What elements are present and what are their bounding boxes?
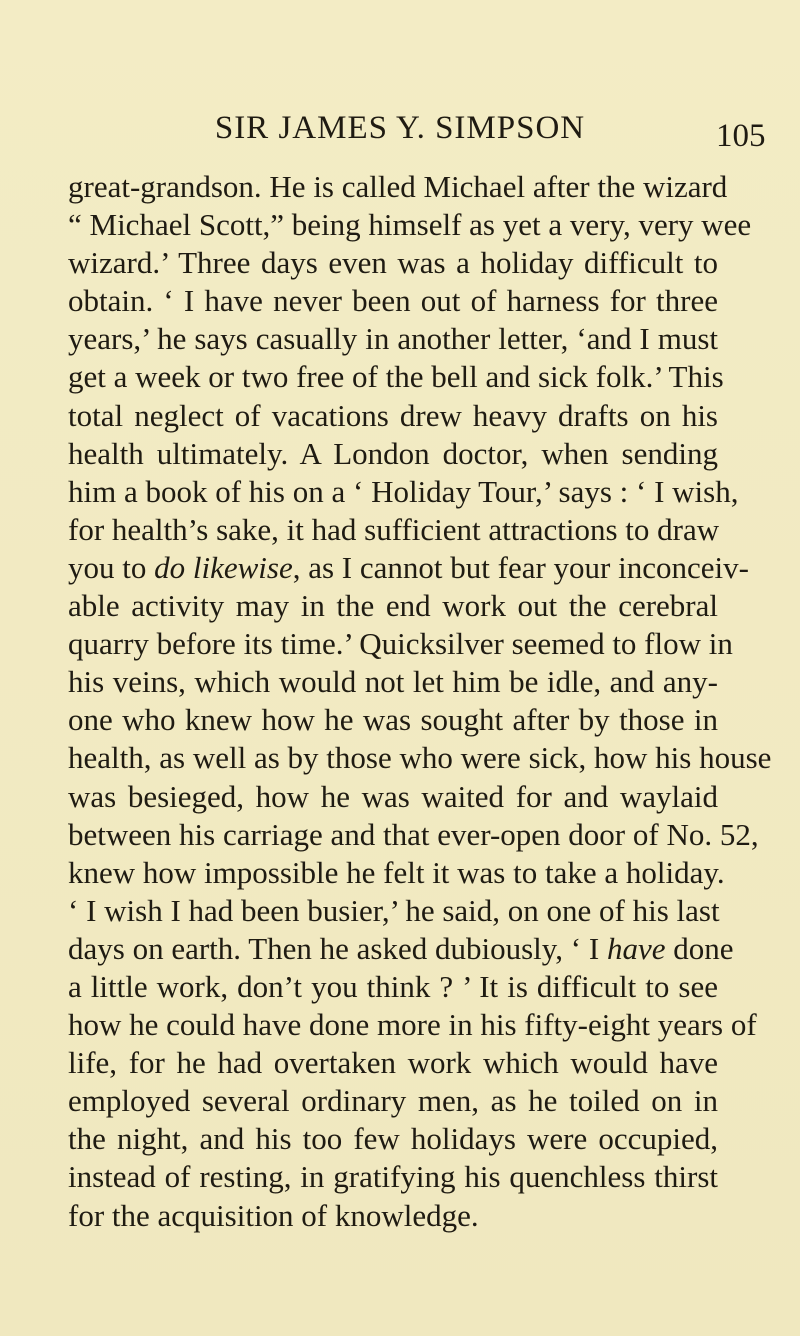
text-line: quarry before its time.’ Quicksilver seemed to flow in [68, 626, 733, 662]
text-segment: , as I cannot but fear your inconceiv- [292, 549, 749, 585]
text-line: instead of resting, in gratifying his quenchless thirst [68, 1159, 718, 1195]
text-segment: days on earth. Then he asked dubiously, ‘ I [68, 930, 607, 966]
body-text [68, 168, 772, 1235]
text-line: health ultimately. A London doctor, when sending [68, 435, 718, 471]
text-line: able activity may in the end work out the cerebral [68, 588, 718, 624]
text-segment: you to [68, 549, 155, 585]
text-line: was besieged, how he was waited for and waylaid [68, 778, 718, 814]
text-segment: done [665, 930, 734, 966]
text-line: years,’ he says casually in another letter, ‘and I must [68, 321, 718, 357]
text-line [68, 930, 734, 968]
text-line: for the acquisition of knowledge. [68, 1197, 479, 1233]
text-line: health, as well as by those who were sick, how his house [68, 740, 772, 776]
text-line: for health’s sake, it had sufficient attractions to draw [68, 511, 720, 547]
text-line: ‘ I wish I had been busier,’ he said, on one of his last [68, 892, 720, 928]
text-line: life, for he had overtaken work which would have [68, 1045, 718, 1081]
text-line: wizard.’ Three days even was a holiday difficult to [68, 245, 718, 281]
text-line: total neglect of vacations drew heavy drafts on his [68, 397, 718, 433]
text-line: one who knew how he was sought after by those in [68, 702, 718, 738]
text-line: get a week or two free of the bell and sick folk.’ This [68, 359, 724, 395]
text-line: “ Michael Scott,” being himself as yet a very, very wee [68, 207, 752, 243]
text-line: how he could have done more in his fifty-eight years of [68, 1007, 757, 1043]
text-line: him a book of his on a ‘ Holiday Tour,’ says : ‘ I wish, [68, 473, 739, 509]
text-line: employed several ordinary men, as he toiled on in [68, 1083, 718, 1119]
text-line: a little work, don’t you think ? ’ It is difficult to see [68, 968, 718, 1004]
italic-emphasis: do likewise [154, 549, 293, 585]
page-number: 105 [716, 118, 766, 154]
text-line [68, 549, 749, 587]
text-line: great-grandson. He is called Michael after the wizard [68, 169, 728, 204]
text-line: his veins, which would not let him be idle, and any- [68, 664, 718, 700]
text-line: between his carriage and that ever-open door of No. 52, [68, 816, 759, 852]
text-line: obtain. ‘ I have never been out of harness for three [68, 283, 718, 319]
italic-emphasis: have [606, 930, 666, 966]
running-head: SIR JAMES Y. SIMPSON [214, 110, 586, 146]
text-line: knew how impossible he felt it was to take a holiday. [68, 854, 725, 890]
text-line: the night, and his too few holidays were occupied, [68, 1121, 718, 1157]
